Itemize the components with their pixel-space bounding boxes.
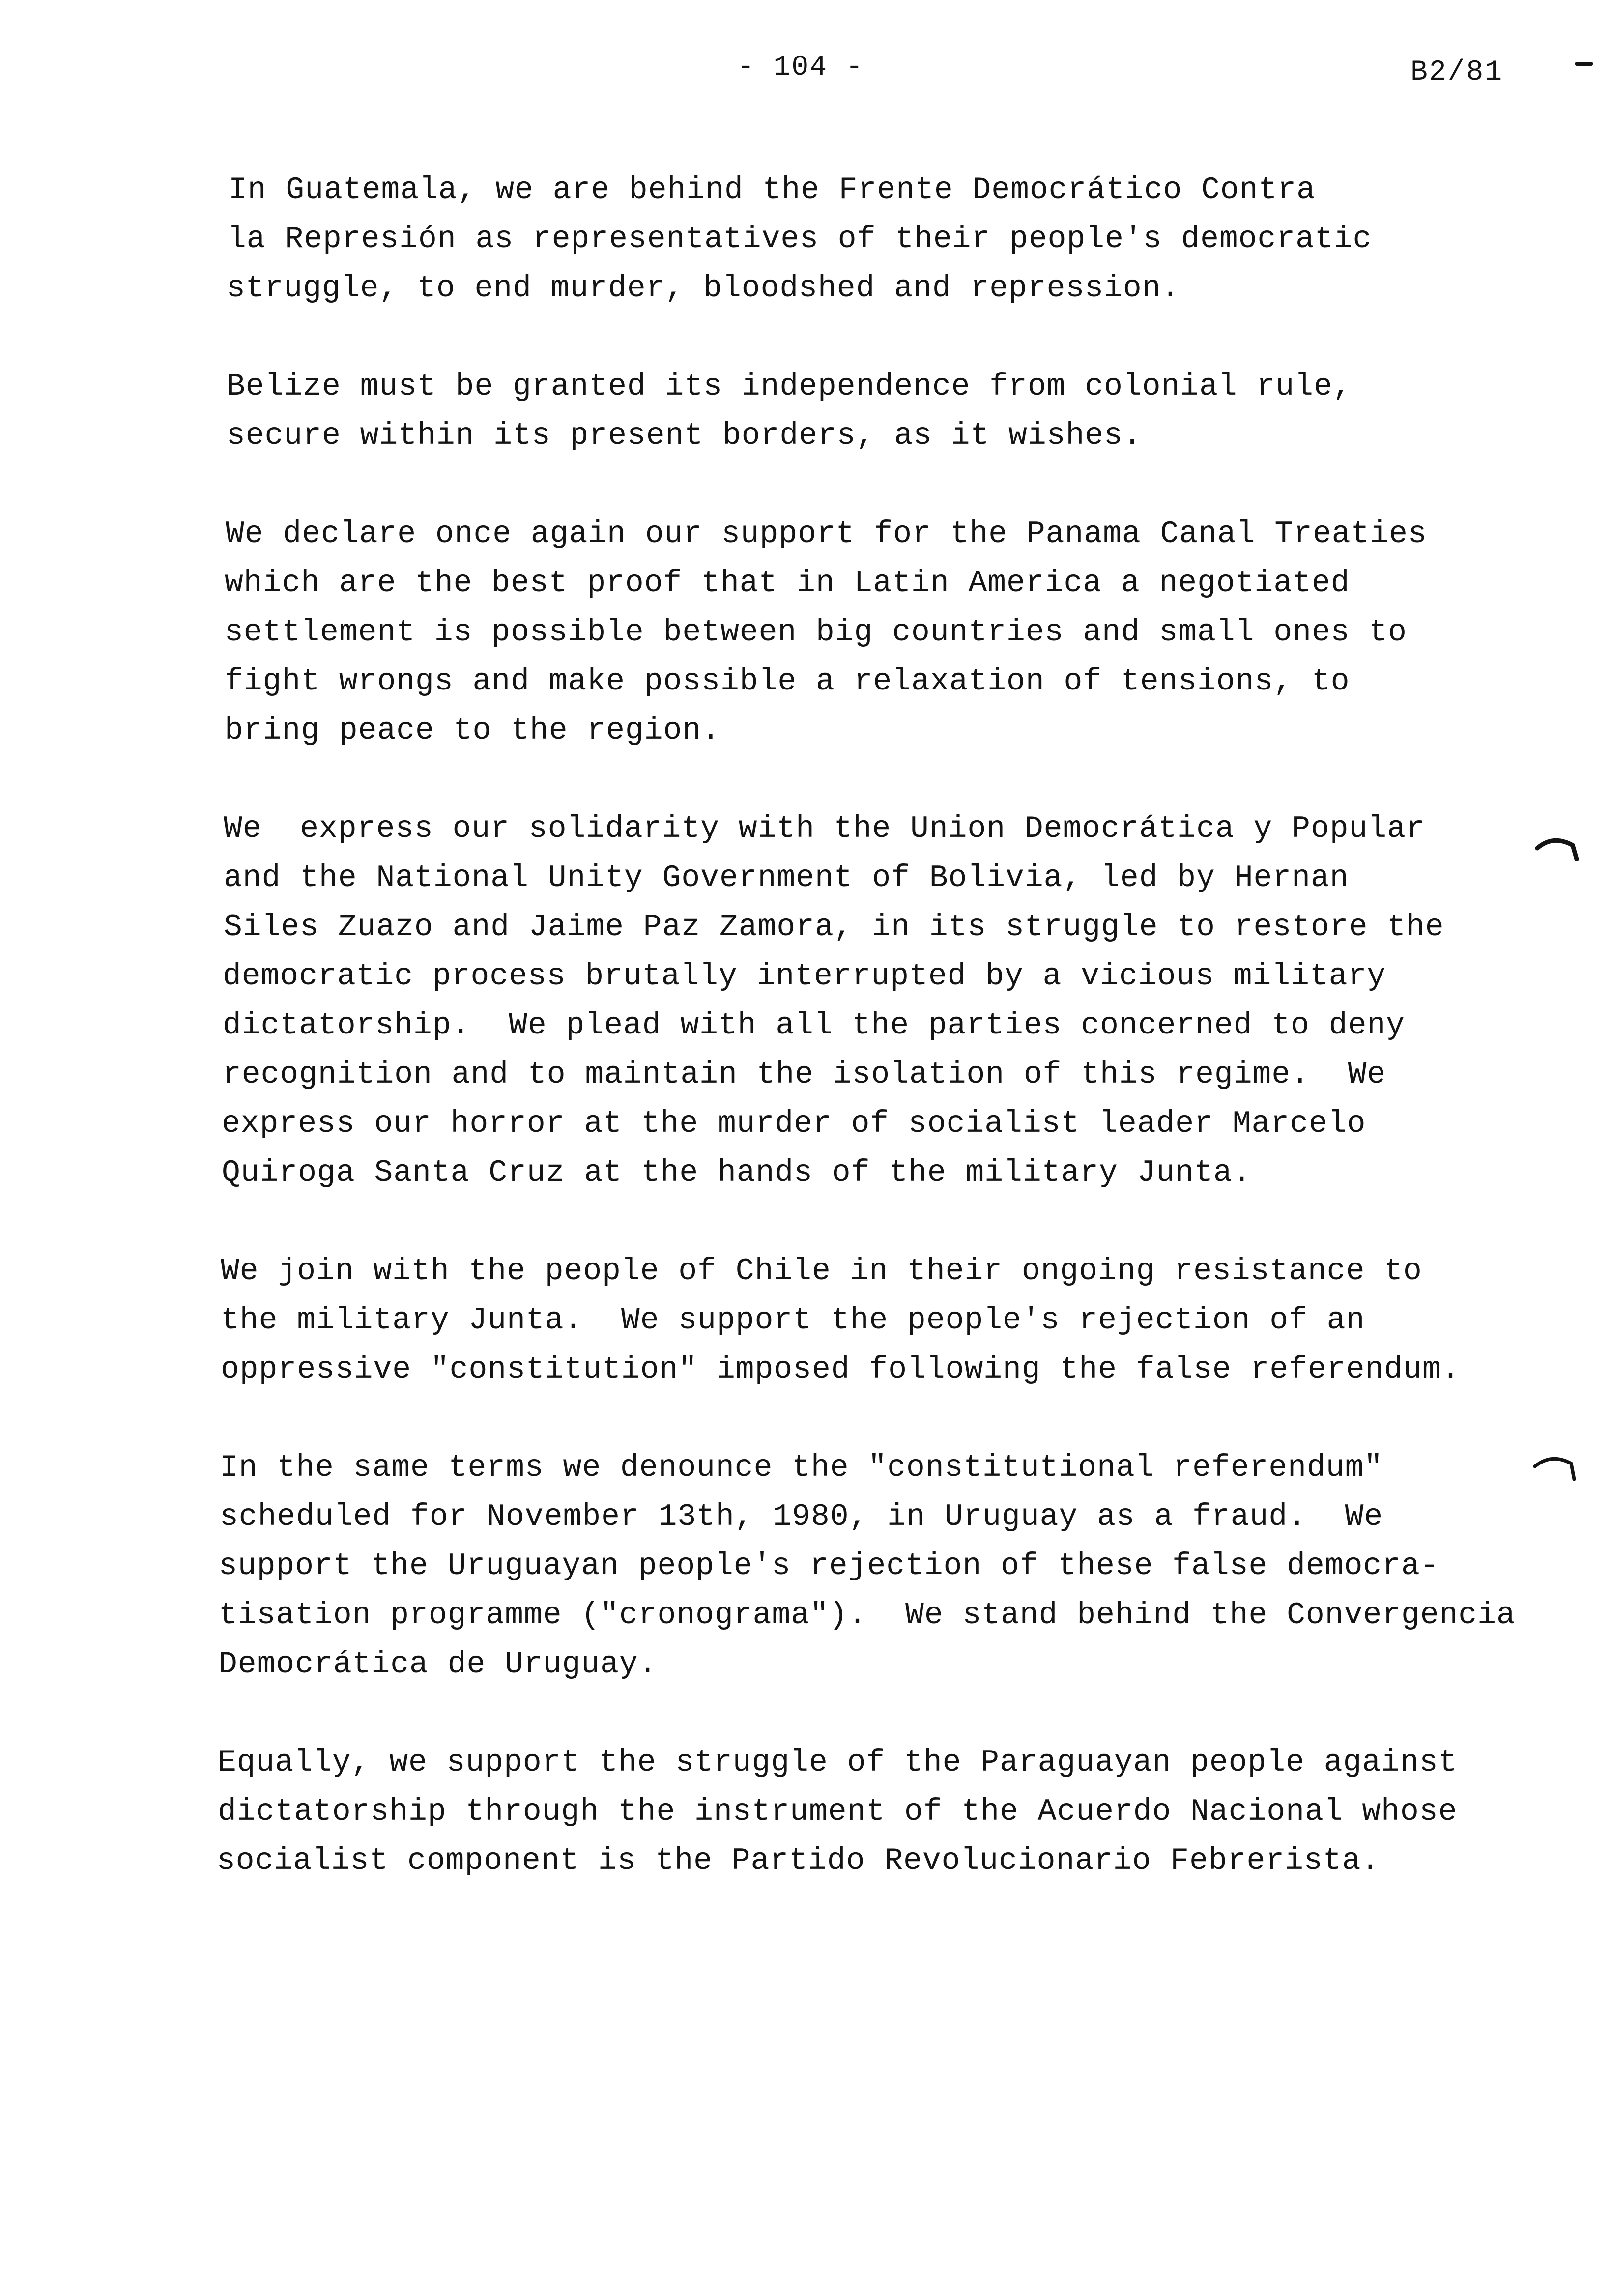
paragraph-line: oppressive "constitution" imposed following the false referendum. [221, 1352, 1461, 1387]
paragraph-line: We join with the people of Chile in their ongoing resistance to [221, 1254, 1422, 1289]
paragraph-line: dictatorship through the instrument of the Acuerdo Nacional whose [218, 1794, 1458, 1829]
margin-hook-mark [1531, 1450, 1585, 1494]
paragraph-line: bring peace to the region. [225, 713, 720, 748]
paragraph-line: Siles Zuazo and Jaime Paz Zamora, in its struggle to restore the [224, 910, 1444, 945]
paragraph-line: We declare once again our support for the Panama Canal Treaties [226, 517, 1427, 551]
paragraph-line: which are the best proof that in Latin America a negotiated [225, 566, 1350, 601]
paragraph-line: Democrática de Uruguay. [219, 1647, 658, 1682]
paragraph-line: recognition and to maintain the isolation of this regime. We [223, 1057, 1386, 1092]
paragraph-line: Quiroga Santa Cruz at the hands of the military Junta. [222, 1155, 1252, 1190]
paragraph-line: In Guatemala, we are behind the Frente Democrático Contra [229, 172, 1316, 207]
paragraph-line: scheduled for November 13th, 1980, in Uruguay as a fraud. We [220, 1499, 1383, 1534]
corner-mark [1575, 62, 1593, 66]
paragraph-line: settlement is possible between big countries and small ones to [225, 615, 1407, 650]
paragraph-line: tisation programme ("cronograma"). We stand behind the Convergencia [219, 1598, 1516, 1633]
margin-hook-mark [1533, 831, 1587, 875]
paragraph-line: We express our solidarity with the Union Democrática y Popular [224, 811, 1425, 846]
page-number: - 104 - [737, 52, 864, 84]
paragraph-line: express our horror at the murder of socialist leader Marcelo [222, 1106, 1366, 1141]
paragraph-line: In the same terms we denounce the "constitutional referendum" [220, 1450, 1383, 1485]
paragraph-line: and the National Unity Government of Bolivia, led by Hernan [224, 861, 1349, 895]
paragraph-line: Equally, we support the struggle of the Paraguayan people against [218, 1745, 1458, 1780]
paragraph-line: dictatorship. We plead with all the parties concerned to deny [223, 1008, 1405, 1043]
paragraph-line: democratic process brutally interrupted by a vicious military [223, 959, 1386, 994]
paragraph-line: the military Junta. We support the people's rejection of an [221, 1303, 1365, 1338]
paragraph-line: fight wrongs and make possible a relaxation of tensions, to [225, 664, 1350, 699]
paragraph-line: support the Uruguayan people's rejection of these false democra- [219, 1549, 1439, 1583]
paragraph-line: la Represión as representatives of their people's democratic [228, 222, 1372, 257]
paragraph-line: Belize must be granted its independence from colonial rule, [227, 369, 1352, 404]
paragraph-line: struggle, to end murder, bloodshed and repression. [227, 271, 1180, 306]
paragraph-line: socialist component is the Partido Revolucionario Febrerista. [217, 1843, 1381, 1878]
document-reference: B2/81 [1410, 57, 1504, 88]
paragraph-line: secure within its present borders, as it wishes. [227, 418, 1142, 453]
